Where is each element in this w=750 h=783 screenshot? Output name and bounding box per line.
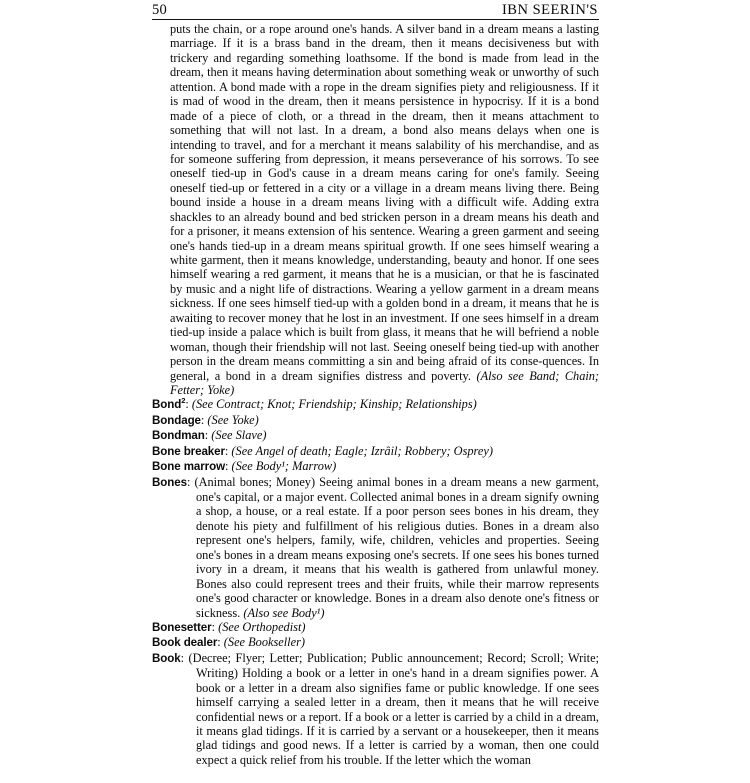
entry-headword: Bondage bbox=[152, 413, 201, 427]
entry-bond-2 bbox=[152, 397, 599, 412]
entry-headword: Bonesetter bbox=[152, 620, 212, 634]
entry-crossref: (See Body¹; Marrow) bbox=[231, 459, 337, 474]
entry-crossref: (See Bookseller) bbox=[223, 635, 306, 650]
entry-crossref: (See Contract; Knot; Friendship; Kinship; Relationships) bbox=[191, 397, 477, 412]
body-text-column bbox=[152, 22, 599, 767]
entry-crossref: (See Orthopedist) bbox=[218, 619, 306, 634]
entry-separator: : bbox=[200, 412, 208, 427]
continued-paragraph-alsosee: (Also see Band; Chain; Fetter; Yoke) bbox=[170, 368, 600, 397]
entry-body: (Decree; Flyer; Letter; Publication; Public announcement; Record; Scroll; Write; Writing) Holding a book or a letter in one's hand in a dream signifies power. A book or a letter in a dream also signifies fame or public knowledge. If one sees himself carrying a sealed letter in a dream, then it means that he will receive confidential news or a report. If a book or a letter is carried by a child in a dream, it means glad tidings. If it is carried by a servant or a housekeeper, then it means glad tidings and good news. If a letter is carried by a woman, then one could expect a quick relief from his trouble. If the letter which the woman bbox=[188, 650, 599, 767]
entry-headword-superscript: 2 bbox=[181, 396, 186, 406]
continued-paragraph-text: puts the chain, or a rope around one's hands. A silver band in a dream means a lasting marriage. If it is a brass band in the dream, then it means decisiveness but with trickery and regarding something loathsome. If the bond is made from lead in the dream, then it means having determination about something weak or unworthy of such attention. A bond made with a rope in the dream signifies piety and religiousness. If it is mad of wood in the dream, then it means persistence in hypocrisy. If it is a bond made of a piece of cloth, or a thread in the dream, then it means attachment to something that will not last. In a dream, a bond also means delays when one is intending to travel, and for a merchant it means salability of his merchandise, and as for someone suffering from depression, it means perseverance of his sorrows. To see oneself tied-up in God's cause in a dream means caring for one's family. Seeing oneself tied-up or fettered in a city or a village in a dream means living there. Being bound inside a house in a dream means living with a difficult wife. Adding extra shackles to an already bound and bed stricken person in a dream means his death and for a prisoner, it means extension of his sentence. Wearing a green garment and seeing one's hands tied-up in a dream means spiritual growth. If one sees himself wearing a white garment, then it means knowledge, understanding, beauty and honor. If one sees himself wearing a red garment, it means that he is a musician, or that he is fascinated by music and a night life of distractions. Wearing a yellow garment in a dream means sickness. If one sees himself tied-up with a golden bond in a dream, it means that he is awaiting to recover money that he lost in an investment. If one sees himself in a dream tied-up inside a palace which is built from glass, it means that he will befriend a noble woman, though their friendship will not last. Seeing oneself being tied-up with another person in the dream means committing a sin and being afraid of its conse-quences. In general, a bond in a dream signifies distress and poverty. bbox=[170, 22, 599, 383]
entry-headword: Bone breaker bbox=[152, 444, 225, 458]
entry-separator: : bbox=[211, 619, 219, 634]
entry-separator: : bbox=[224, 443, 232, 458]
entry-headword: Bones bbox=[152, 475, 187, 489]
entry-alsosee: (Also see Body¹) bbox=[243, 605, 325, 620]
running-head bbox=[152, 2, 598, 19]
header-rule bbox=[152, 19, 599, 20]
entry-headword: Book bbox=[152, 651, 181, 665]
entry-headword-text: Bond bbox=[152, 398, 182, 412]
entry-crossref: (See Slave) bbox=[211, 428, 267, 443]
entry-body: (Animal bones; Money) Seeing animal bones in a dream means a new garment, one's capital, or a major event. Collected animal bones in a dream signify owning a shop, a house, or a real estate. If a poor person sees bones in his dream, they denote his piety and fulfillment of his religious duties. Bones in a dream also represent one's helpers, family, wife, children, vehicles and properties. Seeing one's bones in a dream means exposing one's secrets. If one sees his bones turned ivory in a dream, it means that his wealth is gathered from unlawful money. Bones also could represent trees and their fruits, while their marrow represents one's good character or knowledge. Bones in a dream also denote one's fitness or sickness. bbox=[194, 474, 599, 620]
page-number: 50 bbox=[152, 2, 167, 18]
entry-headword: Bondman bbox=[152, 429, 205, 443]
entry-bonesetter bbox=[152, 620, 599, 635]
entry-separator: : bbox=[217, 635, 224, 650]
entry-headword: Bone marrow bbox=[152, 460, 225, 474]
book-title: IBN SEERIN'S bbox=[501, 2, 598, 18]
entry-book bbox=[152, 651, 599, 768]
entry-headword bbox=[152, 398, 185, 411]
entry-separator: : bbox=[204, 428, 212, 443]
entry-bondman bbox=[152, 428, 599, 443]
entry-crossref: (See Angel of death; Eagle; Izrâil; Robbery; Osprey) bbox=[231, 443, 493, 458]
entry-headword: Book dealer bbox=[152, 636, 218, 650]
entry-separator: : bbox=[185, 397, 192, 412]
entry-bone-marrow bbox=[152, 459, 599, 474]
entry-separator: : bbox=[186, 474, 195, 489]
entry-bone-breaker bbox=[152, 444, 599, 459]
entry-bondage bbox=[152, 413, 599, 428]
entry-separator: : bbox=[225, 459, 232, 474]
entry-separator: : bbox=[180, 650, 189, 665]
entry-crossref: (See Yoke) bbox=[207, 412, 259, 427]
entry-bones bbox=[152, 475, 599, 620]
continued-paragraph bbox=[152, 22, 599, 397]
entry-book-dealer bbox=[152, 635, 599, 650]
